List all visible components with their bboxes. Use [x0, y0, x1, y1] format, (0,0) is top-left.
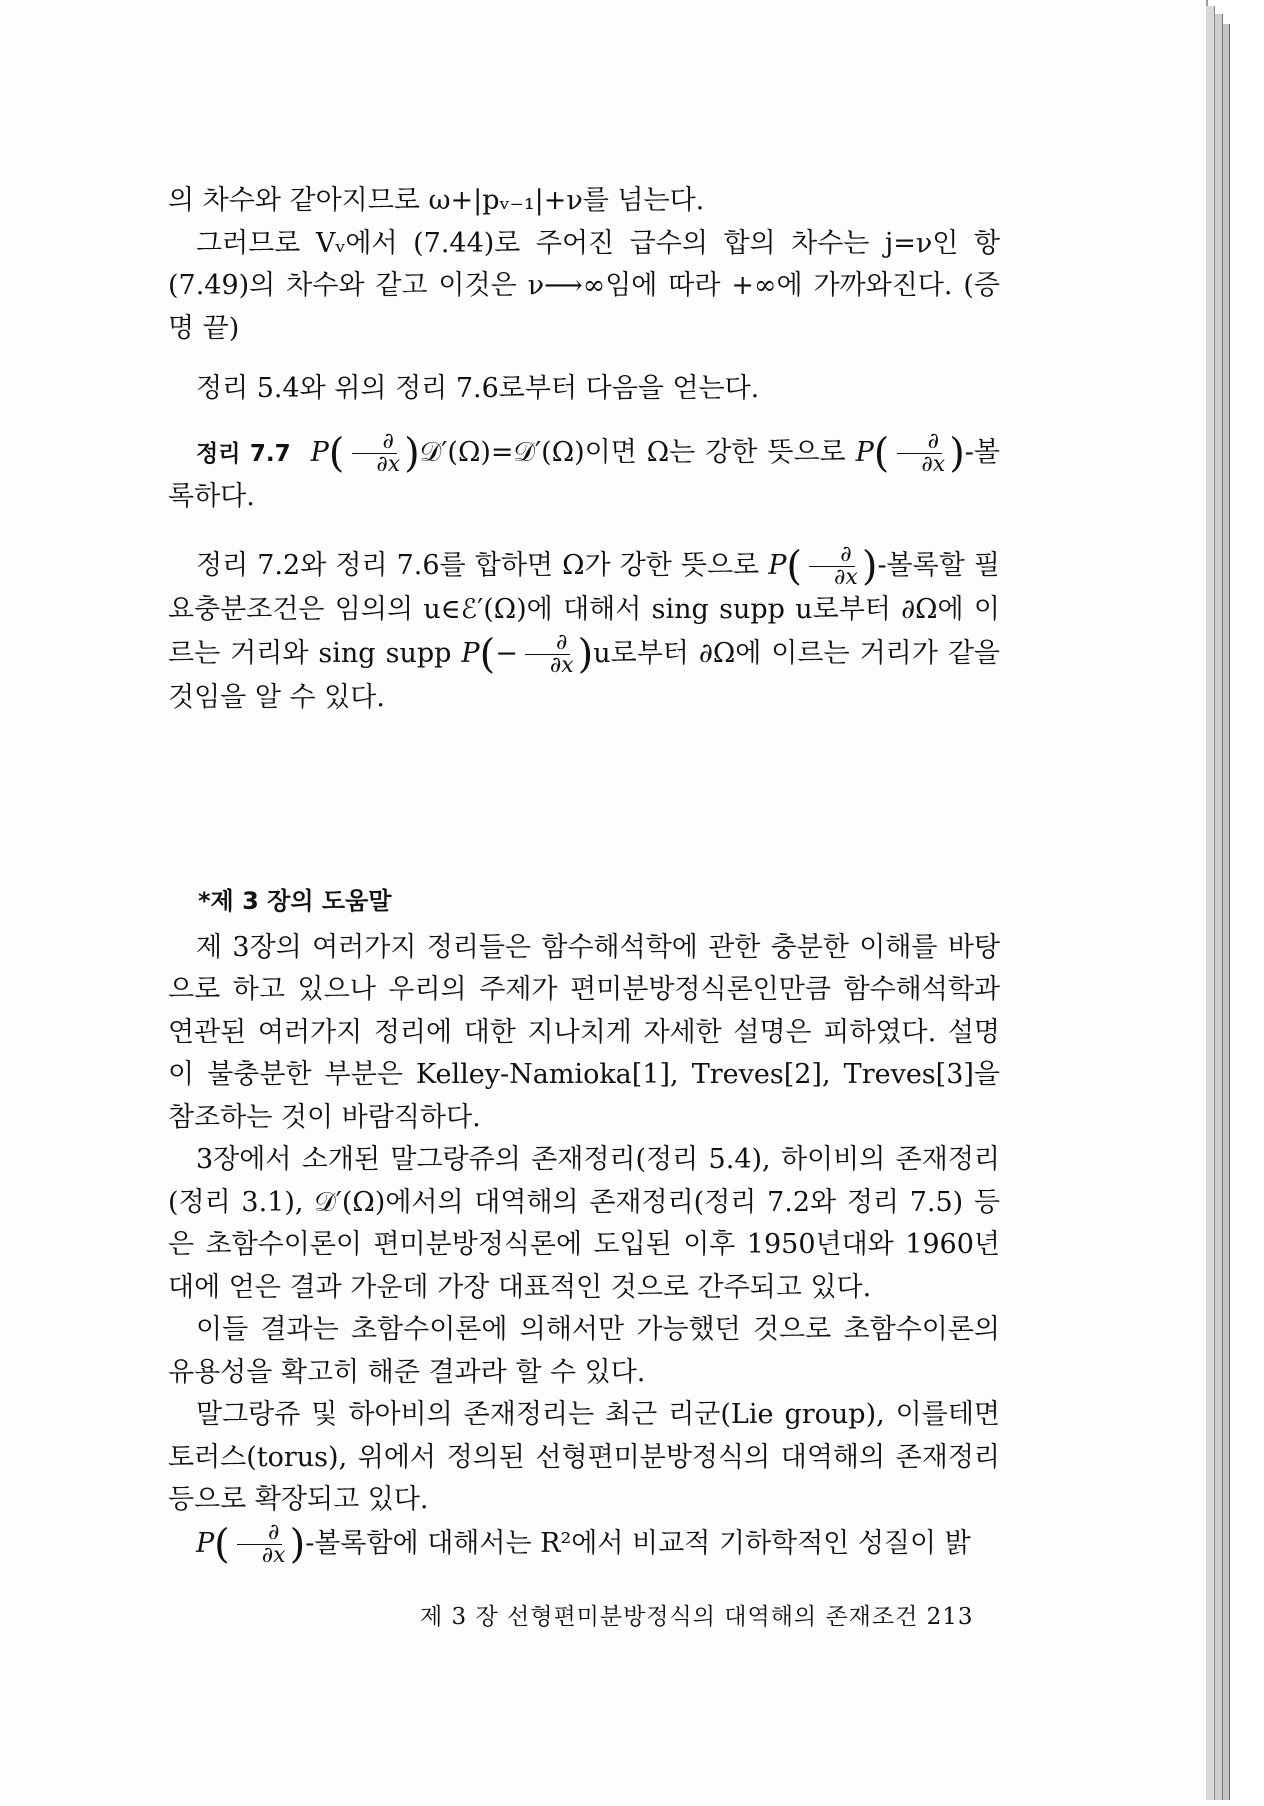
- intro-theorem-paragraph: 정리 5.4와 위의 정리 7.6로부터 다음을 얻는다.: [196, 373, 760, 404]
- page-footer: 제 3 장 선형편미분방정식의 대역해의 존재조건 213: [420, 1604, 974, 1630]
- partial-fraction: $\frac{\partial}{\partial x}$: [231, 1522, 289, 1567]
- notes-paragraph-2: 3장에서 소개된 말그랑쥬의 존재정리(정리 5.4), 하이비의 존재정리(정리 3.1), 𝒟′(Ω)에서의 대역해의 존재정리(정리 7.2와 정리 7.5) 등은 초함수이론이 편미분방정식론에 도입된 이후 1950년대와 1960년대에 얻은 결과 가운데 가장 대표적인 것으로 간주되고 있다.: [168, 1144, 1000, 1303]
- partial-fraction: $\frac{\partial}{\partial x}$: [890, 431, 948, 476]
- notes-paragraph-3: 이들 결과는 초함수이론에 의해서만 가능했던 것으로 초함수이론의 유용성을 확고히 해준 결과라 할 수 있다.: [168, 1314, 1000, 1388]
- proof-end-paragraph: 그러므로 Vᵥ에서 (7.44)로 주어진 급수의 합의 차수는 j=ν인 항 (7.49)의 차수와 같고 이것은 ν⟶∞임에 따라 +∞에 가까와진다. (증명 끝): [168, 227, 1000, 344]
- theorem-text-end: -볼록하다.: [168, 436, 1001, 512]
- page-edge: [1206, 6, 1215, 1800]
- page-edge: [1223, 24, 1230, 1800]
- notes-paragraph-5: P( $\frac{\partial}{\partial x}$ )-볼록함에 대해서는 R²에서 비교적 기하학적인 성질이 밝: [196, 1519, 971, 1568]
- combined-theorem-paragraph: 정리 7.2와 정리 7.6를 합하면 Ω가 강한 뜻으로 P( $\frac{\partial}{\partial x}$ )-볼록할 필요충분조건은 임의의 u∈ℰ′(Ω)에 대해서 sing supp u로부터 ∂Ω에 이르는 거리와 sing supp P(− $\frac{\partial}{\partial x}$ )u로부터 ∂Ω에 이르는 거리가 같을 것임을 알 수 있다.: [168, 542, 1000, 713]
- notes-heading: *제 3 장의 도움말: [198, 887, 392, 915]
- operator-p: P: [310, 436, 329, 468]
- partial-fraction: $\frac{\partial}{\partial x}$: [345, 431, 403, 476]
- partial-fraction: $\frac{\partial}{\partial x}$: [803, 544, 861, 589]
- partial-fraction: $\frac{\partial}{\partial x}$: [519, 632, 577, 677]
- theorem-label: 정리 7.7: [196, 440, 291, 467]
- notes-paragraph-4: 말그랑쥬 및 하아비의 존재정리는 최근 리군(Lie group), 이를테면 토러스(torus), 위에서 정의된 선형편미분방정식의 대역해의 존재정리 등으로 확장되고 있다.: [168, 1399, 1000, 1515]
- page-edge: [1215, 14, 1223, 1800]
- top-text-block: [168, 180, 1000, 719]
- theorem-7-7: 정리 7.7 P( $\frac{\partial}{\partial x}$ )𝒟′(Ω)=𝒟′(Ω)이면 Ω는 강한 뜻으로 P( $\frac{\partial}{\partial x}$ )-볼록하다.: [168, 428, 1001, 512]
- notes-paragraph-1: 제 3장의 여러가지 정리들은 함수해석학에 관한 충분한 이해를 바탕으로 하고 있으나 우리의 주제가 편미분방정식론인만큼 함수해석학과 연관된 여러가지 정리에 대한 지나치게 자세한 설명은 피하였다. 설명이 불충분한 부분은 Kelley-Namioka[1], Treves[2], Treves[3]을 참조하는 것이 바람직하다.: [168, 931, 1000, 1133]
- continuation-line: 의 차수와 같아지므로 ω+|pᵥ₋₁|+ν를 넘는다.: [168, 185, 705, 216]
- theorem-text: 𝒟′(Ω)=𝒟′(Ω)이면 Ω는 강한 뜻으로: [419, 436, 846, 468]
- notes-section: [168, 880, 1000, 1567]
